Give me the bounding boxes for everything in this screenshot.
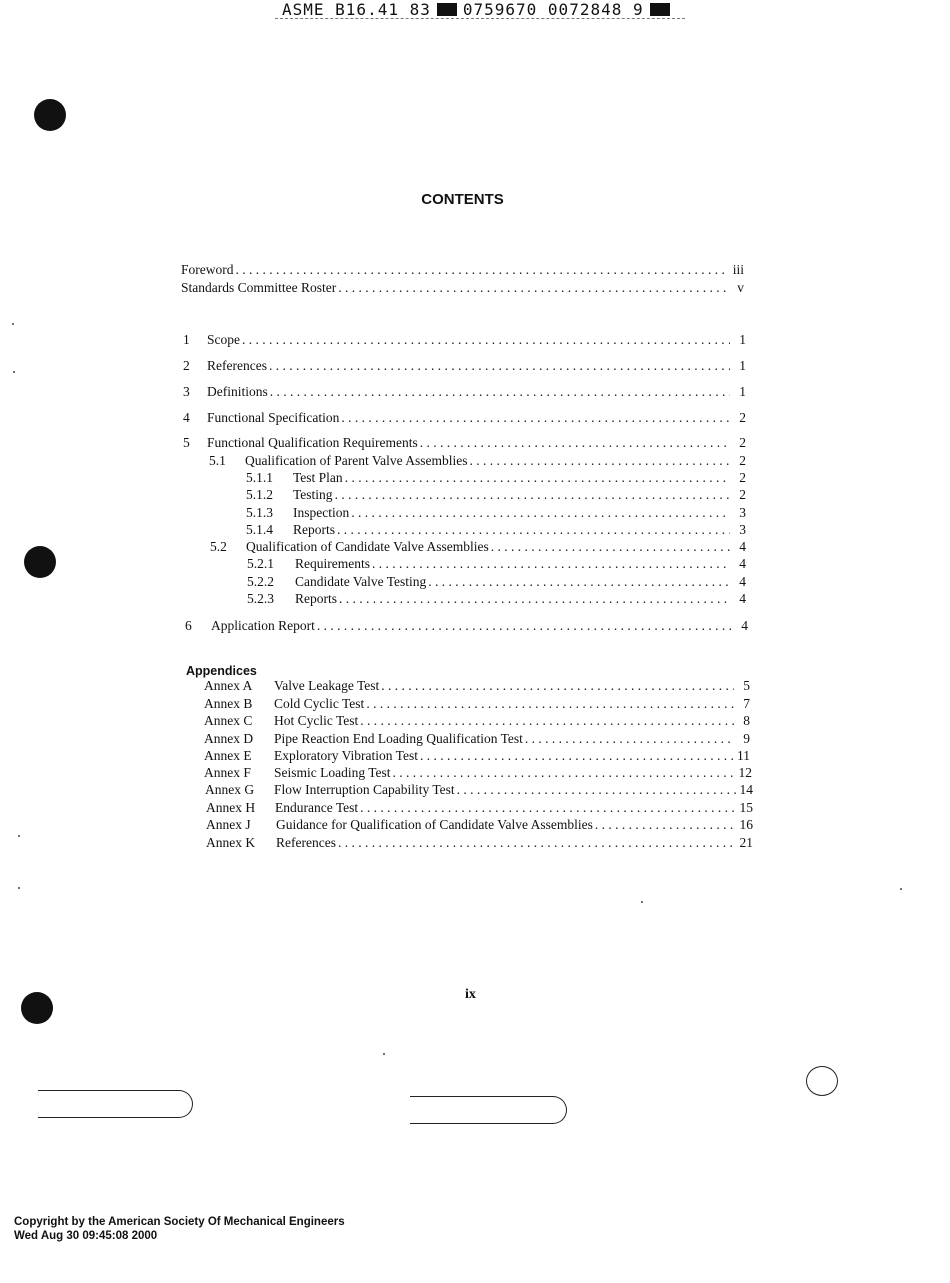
- dot-leader: [338, 835, 737, 851]
- scan-circle-mark: [806, 1066, 838, 1096]
- toc-label: Reports: [293, 522, 335, 537]
- toc-page: 5: [743, 678, 750, 693]
- annex-number: Annex B: [204, 696, 253, 711]
- toc-entry-subsection: [209, 453, 746, 469]
- toc-entry-annex: [204, 713, 750, 729]
- scan-speck: [13, 371, 15, 373]
- scan-speck: [641, 901, 643, 903]
- toc-entry-annex: [206, 835, 753, 851]
- toc-page: 15: [739, 800, 753, 815]
- dot-leader: [360, 800, 737, 816]
- toc-label: Pipe Reaction End Loading Qualification Test: [274, 731, 523, 746]
- dot-leader: [269, 358, 730, 374]
- toc-page: 4: [739, 539, 746, 554]
- toc-label: Inspection: [293, 505, 350, 520]
- toc-label: Requirements: [295, 556, 370, 571]
- toc-number: 5: [183, 435, 190, 450]
- appendices-heading: Appendices: [186, 664, 257, 678]
- toc-entry-annex: [204, 731, 750, 747]
- toc-label: Qualification of Candidate Valve Assemblies: [246, 539, 489, 554]
- toc-page: 4: [739, 574, 746, 589]
- toc-page: 3: [739, 505, 746, 520]
- toc-number: 5.1.3: [246, 505, 273, 520]
- toc-page: 1: [739, 332, 746, 347]
- dot-leader: [339, 591, 730, 607]
- toc-entry-subsubsection: [247, 574, 746, 590]
- scan-speck: [383, 1053, 385, 1055]
- toc-page: 2: [739, 435, 746, 450]
- header-barcode-number: 0759670 0072848 9: [462, 0, 644, 19]
- annex-number: Annex D: [204, 731, 254, 746]
- toc-number: 4: [183, 410, 190, 425]
- toc-page: 2: [739, 410, 746, 425]
- header-rule: [275, 18, 685, 20]
- toc-entry-subsubsection: [246, 470, 746, 486]
- toc-entry-section: [185, 618, 748, 634]
- toc-page: 8: [743, 713, 750, 728]
- header-code: ASME B16.41 83: [282, 0, 431, 19]
- annex-number: Annex A: [204, 678, 253, 693]
- toc-label: Seismic Loading Test: [274, 765, 391, 780]
- document-header: [282, 0, 676, 19]
- dot-leader: [341, 410, 730, 426]
- punch-hole-top: [34, 99, 66, 131]
- scan-speck: [900, 888, 902, 890]
- toc-entry-annex: [206, 817, 753, 833]
- toc-label: Foreword: [181, 262, 234, 277]
- annex-number: Annex H: [206, 800, 256, 815]
- toc-page: 4: [741, 618, 748, 633]
- toc-label: Functional Qualification Requirements: [207, 435, 418, 450]
- toc-page: 16: [739, 817, 753, 832]
- dot-leader: [595, 817, 737, 833]
- toc-label: Testing: [293, 487, 333, 502]
- toc-number: 2: [183, 358, 190, 373]
- copyright-footer: [14, 1215, 345, 1243]
- toc-entry-annex: [205, 782, 753, 798]
- dot-leader: [338, 280, 728, 296]
- toc-page: 9: [743, 731, 750, 746]
- toc-entry-annex: [204, 678, 750, 694]
- toc-label: References: [207, 358, 267, 373]
- toc-label: Valve Leakage Test: [274, 678, 380, 693]
- toc-label: Application Report: [211, 618, 315, 633]
- dot-leader: [317, 618, 732, 634]
- toc-page: 1: [739, 358, 746, 373]
- toc-number: 5.1.4: [246, 522, 273, 537]
- scan-stamp-left: [38, 1090, 193, 1118]
- toc-page: 7: [743, 696, 750, 711]
- dot-leader: [428, 574, 730, 590]
- annex-number: Annex C: [204, 713, 253, 728]
- toc-label: Qualification of Parent Valve Assemblies: [245, 453, 468, 468]
- dot-leader: [335, 487, 730, 503]
- toc-page: 4: [739, 591, 746, 606]
- toc-label: Standards Committee Roster: [181, 280, 337, 295]
- toc-page: 14: [739, 782, 753, 797]
- dot-leader: [236, 262, 729, 278]
- toc-entry-section: [183, 358, 746, 374]
- punch-hole-bottom: [21, 992, 53, 1024]
- toc-entry-foreword: [181, 262, 744, 278]
- toc-label: Scope: [207, 332, 240, 347]
- toc-entry-section: [183, 435, 746, 451]
- dot-leader: [469, 453, 730, 469]
- toc-entry-subsection: [210, 539, 746, 555]
- annex-number: Annex J: [206, 817, 251, 832]
- copyright-line: Copyright by the American Society Of Mechanical Engineers: [14, 1216, 345, 1228]
- annex-number: Annex K: [206, 835, 256, 850]
- dot-leader: [337, 522, 730, 538]
- toc-label: Endurance Test: [275, 800, 359, 815]
- toc-entry-committee-roster: [181, 280, 744, 296]
- dot-leader: [345, 470, 730, 486]
- toc-page: 21: [739, 835, 753, 850]
- toc-entry-section: [183, 410, 746, 426]
- dot-leader: [270, 384, 730, 400]
- page-number: ix: [465, 987, 476, 1002]
- header-block-mark: [437, 3, 457, 16]
- toc-entry-subsubsection: [246, 487, 746, 503]
- scan-speck: [18, 887, 20, 889]
- toc-page: 3: [739, 522, 746, 537]
- toc-label: Definitions: [207, 384, 268, 399]
- toc-number: 5.1: [209, 453, 226, 468]
- toc-number: 5.1.1: [246, 470, 273, 485]
- toc-page: iii: [732, 262, 744, 277]
- toc-entry-subsubsection: [247, 556, 746, 572]
- dot-leader: [372, 556, 730, 572]
- toc-page: 2: [739, 453, 746, 468]
- toc-number: 1: [183, 332, 190, 347]
- annex-number: Annex F: [204, 765, 251, 780]
- toc-entry-annex: [206, 800, 753, 816]
- toc-page: 4: [739, 556, 746, 571]
- toc-entry-annex: [204, 696, 750, 712]
- dot-leader: [393, 765, 736, 781]
- toc-label: Guidance for Qualification of Candidate Valve Assemblies: [276, 817, 593, 832]
- scan-speck: [12, 323, 14, 325]
- header-block-mark-end: [650, 3, 670, 16]
- dot-leader: [381, 678, 734, 694]
- toc-label: Functional Specification: [207, 410, 340, 425]
- toc-entry-subsubsection: [246, 522, 746, 538]
- toc-number: 3: [183, 384, 190, 399]
- toc-label: Flow Interruption Capability Test: [274, 782, 455, 797]
- toc-label: Hot Cyclic Test: [274, 713, 359, 728]
- toc-entry-section: [183, 332, 746, 348]
- toc-page: 11: [737, 748, 750, 763]
- toc-number: 5.2.2: [247, 574, 274, 589]
- dot-leader: [420, 435, 730, 451]
- dot-leader: [457, 782, 737, 798]
- scan-stamp-center: [410, 1096, 567, 1124]
- dot-leader: [491, 539, 730, 555]
- page-title: CONTENTS: [421, 191, 504, 208]
- annex-number: Annex G: [205, 782, 255, 797]
- toc-number: 5.2.1: [247, 556, 274, 571]
- annex-number: Annex E: [204, 748, 252, 763]
- toc-page: v: [737, 280, 744, 295]
- toc-label: References: [276, 835, 336, 850]
- toc-label: Reports: [295, 591, 337, 606]
- toc-page: 1: [739, 384, 746, 399]
- toc-number: 5.2: [210, 539, 227, 554]
- dot-leader: [360, 713, 734, 729]
- toc-number: 6: [185, 618, 192, 633]
- dot-leader: [366, 696, 734, 712]
- toc-number: 5.1.2: [246, 487, 273, 502]
- toc-number: 5.2.3: [247, 591, 274, 606]
- toc-label: Exploratory Vibration Test: [274, 748, 418, 763]
- dot-leader: [351, 505, 730, 521]
- toc-entry-subsubsection: [247, 591, 746, 607]
- dot-leader: [525, 731, 734, 747]
- copyright-timestamp: Wed Aug 30 09:45:08 2000: [14, 1230, 158, 1242]
- toc-page: 12: [738, 765, 752, 780]
- toc-page: 2: [739, 487, 746, 502]
- toc-label: Cold Cyclic Test: [274, 696, 365, 711]
- toc-label: Test Plan: [293, 470, 343, 485]
- scan-speck: [18, 835, 20, 837]
- toc-entry-section: [183, 384, 746, 400]
- toc-label: Candidate Valve Testing: [295, 574, 427, 589]
- punch-hole-middle: [24, 546, 56, 578]
- toc-entry-subsubsection: [246, 505, 746, 521]
- toc-entry-annex: [204, 748, 750, 764]
- dot-leader: [420, 748, 734, 764]
- dot-leader: [242, 332, 730, 348]
- toc-entry-annex: [204, 765, 752, 781]
- toc-page: 2: [739, 470, 746, 485]
